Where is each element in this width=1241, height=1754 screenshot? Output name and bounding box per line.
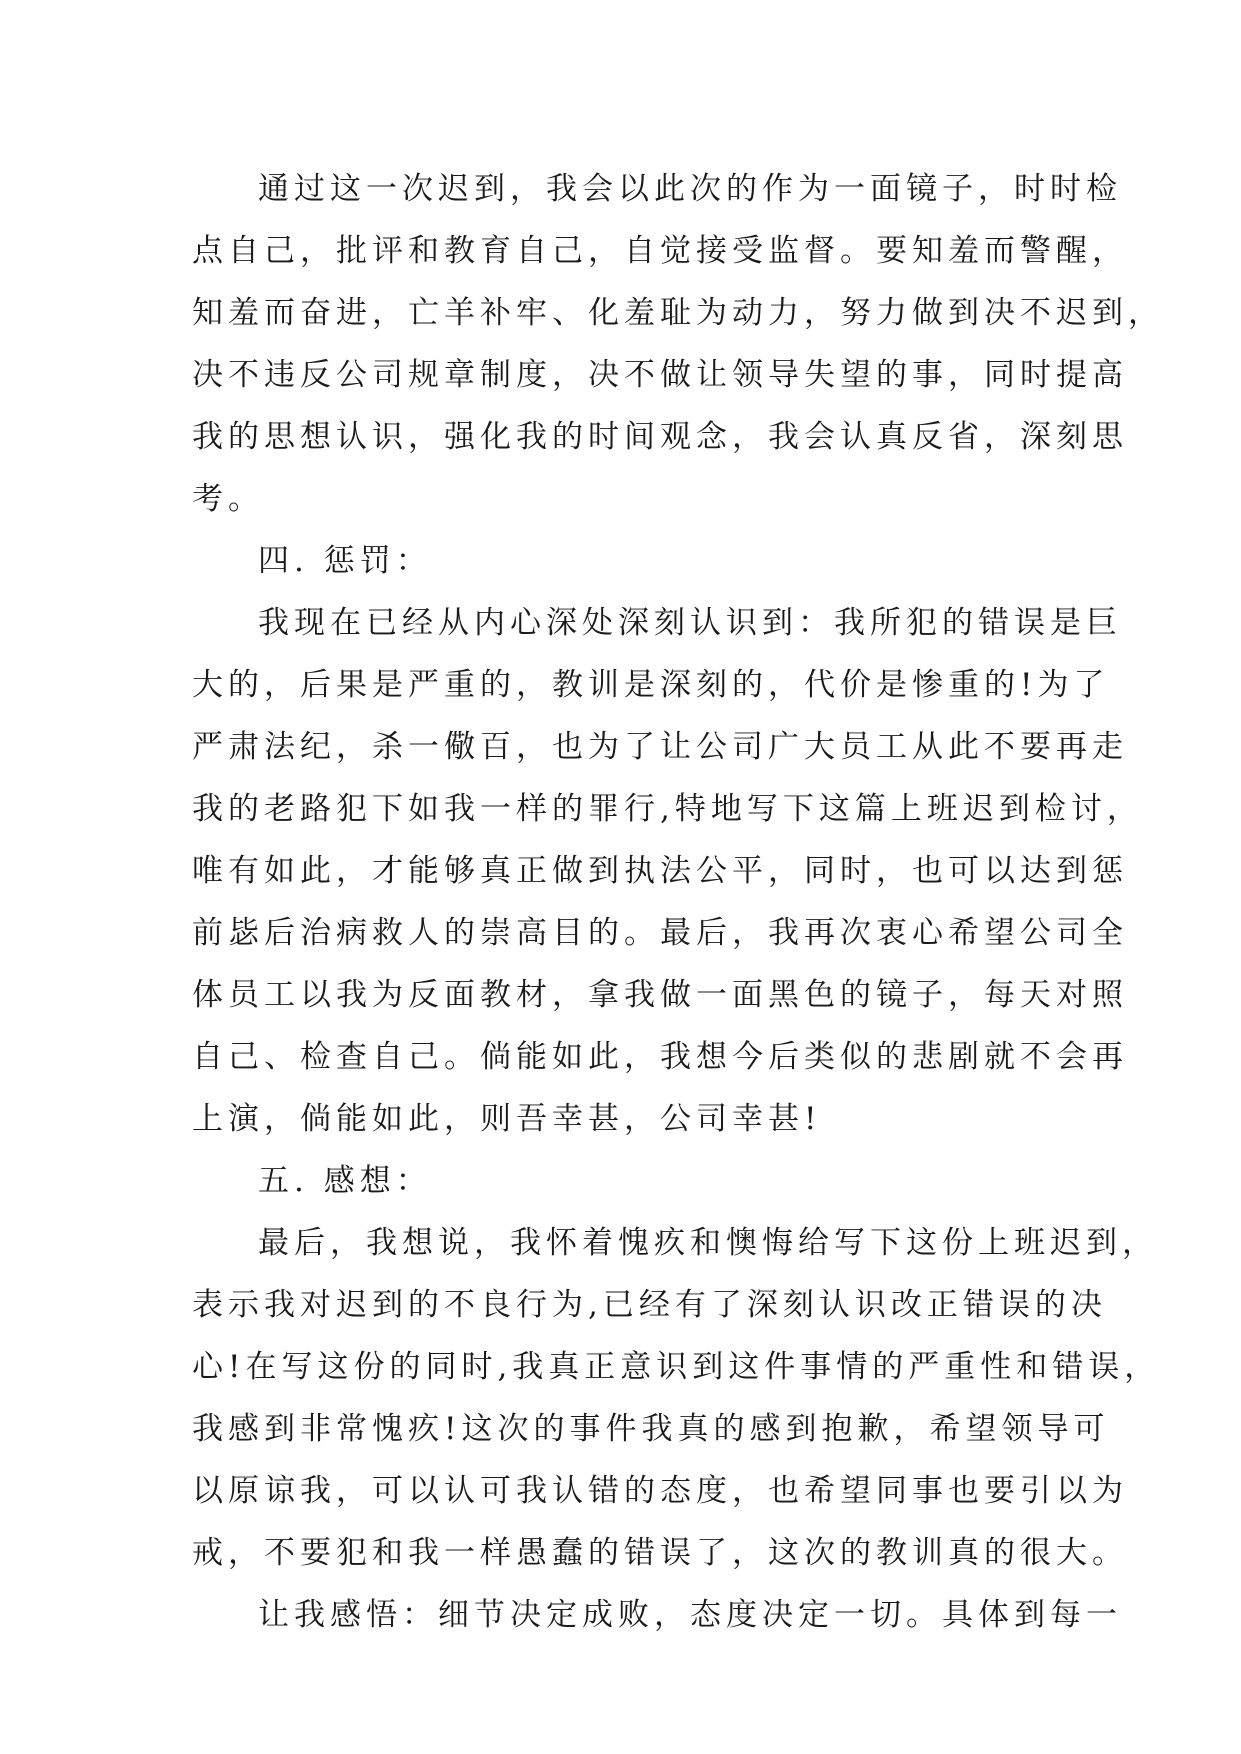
text-line: 表示我对迟到的不良行为,已经有了深刻认识改正错误的决: [192, 1287, 1107, 1323]
text-line: 前毖后治病救人的崇高目的。最后，我再次衷心希望公司全: [192, 915, 1128, 951]
text-line: 考。: [192, 481, 264, 517]
text-line: 戒，不要犯和我一样愚蠢的错误了，这次的教训真的很大。: [192, 1535, 1128, 1571]
text-line: 体员工以我为反面教材，拿我做一面黑色的镜子，每天对照: [192, 977, 1128, 1013]
text-line: 严肃法纪，杀一儆百，也为了让公司广大员工从此不要再走: [192, 729, 1128, 765]
text-line: 大的，后果是严重的，教训是深刻的，代价是惨重的!为了: [192, 667, 1110, 703]
text-line: 上演，倘能如此，则吾幸甚，公司幸甚!: [192, 1101, 822, 1137]
text-line: 四. 惩罚：: [258, 543, 432, 579]
text-line: 我现在已经从内心深处深刻认识到：我所犯的错误是巨: [258, 605, 1122, 641]
body-text: [192, 158, 1164, 1646]
text-line: 以原谅我，可以认可我认错的态度，也希望同事也要引以为: [192, 1473, 1128, 1509]
text-line: 我的老路犯下如我一样的罪行,特地写下这篇上班迟到检讨，: [192, 791, 1143, 827]
text-line: 自己、检查自己。倘能如此，我想今后类似的悲剧就不会再: [192, 1039, 1128, 1075]
text-line: 五. 感想：: [258, 1163, 432, 1199]
text-line: 通过这一次迟到，我会以此次的作为一面镜子，时时检: [258, 171, 1122, 207]
text-line: 我感到非常愧疚!这次的事件我真的感到抱歉，希望领导可: [192, 1411, 1110, 1447]
text-line: 决不违反公司规章制度，决不做让领导失望的事，同时提高: [192, 357, 1128, 393]
text-line: 知羞而奋进，亡羊补牢、化羞耻为动力，努力做到决不迟到，: [192, 295, 1164, 331]
text-line: 心!在写这份的同时,我真正意识到这件事情的严重性和错误，: [192, 1349, 1161, 1385]
text-line: 唯有如此，才能够真正做到执法公平，同时，也可以达到惩: [192, 853, 1128, 889]
text-line: 让我感悟：细节决定成败，态度决定一切。具体到每一: [258, 1597, 1122, 1633]
text-line: 我的思想认识，强化我的时间观念，我会认真反省，深刻思: [192, 419, 1128, 455]
text-line: 点自己，批评和教育自己，自觉接受监督。要知羞而警醒，: [192, 233, 1128, 269]
text-line: 最后，我想说，我怀着愧疚和懊悔给写下这份上班迟到，: [258, 1225, 1158, 1261]
